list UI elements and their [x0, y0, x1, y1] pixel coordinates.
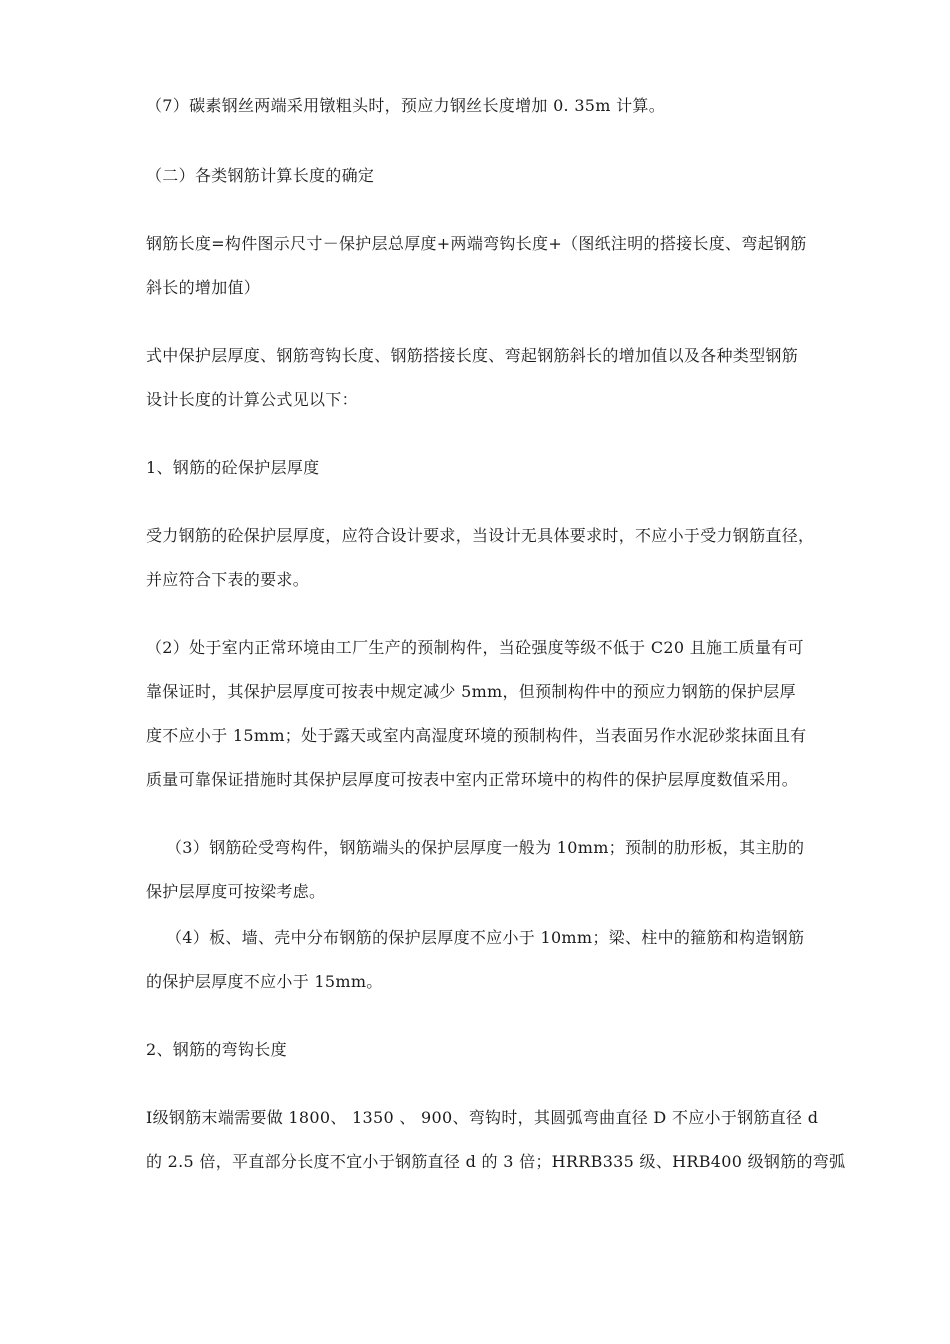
- subheading-hook-length: 2、钢筋的弯钩长度: [146, 1040, 287, 1059]
- hook-rule-line-2: 的 2.5 倍，平直部分长度不宜小于钢筋直径 d 的 3 倍；HRRB335 级、HRB400 级钢筋的弯弧: [146, 1152, 846, 1171]
- cover-requirement-line-2: 并应符合下表的要求。: [146, 570, 310, 589]
- hook-rule-line-1: Ⅰ级钢筋末端需要做 1800、 1350 、 900、弯钩时，其圆弧弯曲直径 D 不应小于钢筋直径 d: [146, 1108, 819, 1127]
- note-3-line-2: 保护层厚度可按梁考虑。: [146, 882, 326, 901]
- formula-explanation-line-1: 式中保护层厚度、钢筋弯钩长度、钢筋搭接长度、弯起钢筋斜长的增加值以及各种类型钢筋: [146, 346, 799, 365]
- note-2-line-3: 度不应小于 15mm；处于露天或室内高湿度环境的预制构件，当表面另作水泥砂浆抹面且有: [146, 726, 807, 745]
- note-2-line-4: 质量可靠保证措施时其保护层厚度可按表中室内正常环境中的构件的保护层厚度数值采用。: [146, 770, 799, 789]
- subheading-cover-thickness: 1、钢筋的砼保护层厚度: [146, 458, 320, 477]
- note-2-line-2: 靠保证时，其保护层厚度可按表中规定减少 5mm，但预制构件中的预应力钢筋的保护层厚: [146, 682, 796, 701]
- note-4-line-2: 的保护层厚度不应小于 15mm。: [146, 972, 383, 991]
- formula-line-1: 钢筋长度=构件图示尺寸－保护层总厚度+两端弯钩长度+（图纸注明的搭接长度、弯起钢筋: [146, 234, 807, 253]
- cover-requirement-line-1: 受力钢筋的砼保护层厚度，应符合设计要求，当设计无具体要求时，不应小于受力钢筋直径，: [146, 526, 815, 545]
- note-4-line-1: （4）板、墙、壳中分布钢筋的保护层厚度不应小于 10mm；梁、柱中的箍筋和构造钢筋: [166, 928, 805, 947]
- note-2-line-1: （2）处于室内正常环境由工厂生产的预制构件，当砼强度等级不低于 C20 且施工质量有可: [146, 638, 804, 657]
- formula-line-2: 斜长的增加值）: [146, 278, 261, 297]
- formula-explanation-line-2: 设计长度的计算公式见以下：: [146, 390, 358, 409]
- paragraph-7-line-1: （7）碳素钢丝两端采用镦粗头时，预应力钢丝长度增加 0. 35m 计算。: [146, 96, 666, 115]
- section-heading-2: （二）各类钢筋计算长度的确定: [146, 166, 375, 185]
- note-3-line-1: （3）钢筋砼受弯构件，钢筋端头的保护层厚度一般为 10mm；预制的肋形板，其主肋的: [166, 838, 805, 857]
